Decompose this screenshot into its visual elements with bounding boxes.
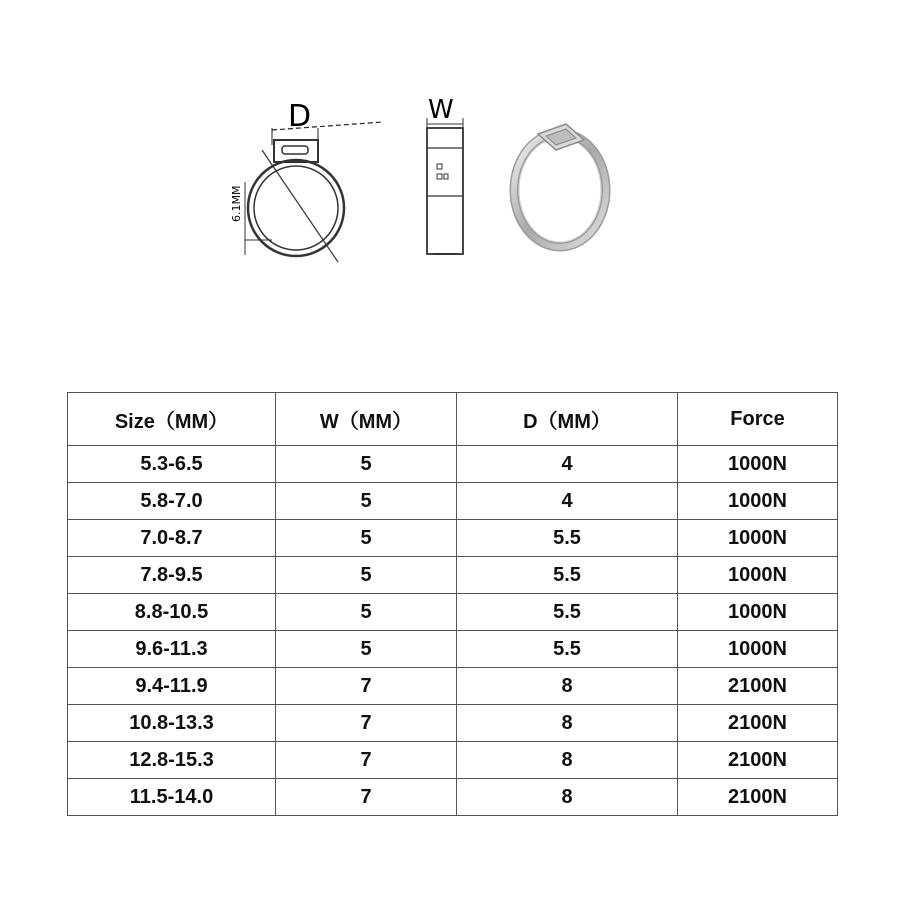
clamp-diagram <box>0 0 900 330</box>
cell-ear-size: 8 <box>457 779 678 816</box>
table-header-row <box>68 393 838 446</box>
table-row <box>68 594 838 631</box>
dimension-d-label: D <box>288 99 312 134</box>
cell-width: 5 <box>276 594 457 631</box>
cell-ear-size: 5.5 <box>457 520 678 557</box>
header-width: W（MM） <box>276 393 457 446</box>
cell-force: 1000N <box>678 483 838 520</box>
table-row <box>68 742 838 779</box>
cell-width: 7 <box>276 668 457 705</box>
header-force: Force <box>678 393 838 446</box>
cell-force: 1000N <box>678 446 838 483</box>
cell-ear-size: 8 <box>457 668 678 705</box>
cell-width: 5 <box>276 483 457 520</box>
cell-size: 12.8-15.3 <box>68 742 276 779</box>
header-ear-size: D（MM） <box>457 393 678 446</box>
table-row <box>68 668 838 705</box>
table-row <box>68 557 838 594</box>
cell-size: 5.3-6.5 <box>68 446 276 483</box>
cell-size: 9.6-11.3 <box>68 631 276 668</box>
cell-width: 7 <box>276 742 457 779</box>
cell-width: 7 <box>276 705 457 742</box>
cell-size: 9.4-11.9 <box>68 668 276 705</box>
cell-ear-size: 8 <box>457 705 678 742</box>
dimension-height-label: 6.1MM <box>230 185 243 222</box>
cell-width: 5 <box>276 520 457 557</box>
header-size: Size（MM） <box>68 393 276 446</box>
cell-width: 5 <box>276 446 457 483</box>
cell-force: 1000N <box>678 520 838 557</box>
table-row <box>68 779 838 816</box>
side-view-drawing <box>427 95 463 254</box>
cell-size: 11.5-14.0 <box>68 779 276 816</box>
dimension-w-label: W <box>428 95 454 125</box>
cell-size: 10.8-13.3 <box>68 705 276 742</box>
cell-width: 5 <box>276 557 457 594</box>
table-row <box>68 631 838 668</box>
table-row <box>68 483 838 520</box>
cell-width: 7 <box>276 779 457 816</box>
cell-force: 1000N <box>678 631 838 668</box>
cell-force: 2100N <box>678 705 838 742</box>
cell-size: 7.8-9.5 <box>68 557 276 594</box>
cell-size: 7.0-8.7 <box>68 520 276 557</box>
front-view-drawing <box>230 99 383 262</box>
cell-width: 5 <box>276 631 457 668</box>
cell-force: 2100N <box>678 668 838 705</box>
clamp-product-image <box>514 124 606 247</box>
cell-ear-size: 8 <box>457 742 678 779</box>
table-row <box>68 705 838 742</box>
cell-force: 2100N <box>678 779 838 816</box>
cell-ear-size: 4 <box>457 483 678 520</box>
cell-size: 8.8-10.5 <box>68 594 276 631</box>
cell-ear-size: 5.5 <box>457 557 678 594</box>
cell-ear-size: 5.5 <box>457 631 678 668</box>
table-row <box>68 520 838 557</box>
cell-size: 5.8-7.0 <box>68 483 276 520</box>
cell-ear-size: 5.5 <box>457 594 678 631</box>
cell-ear-size: 4 <box>457 446 678 483</box>
clamp-size-table <box>67 392 838 816</box>
table-row <box>68 446 838 483</box>
cell-force: 1000N <box>678 594 838 631</box>
cell-force: 1000N <box>678 557 838 594</box>
cell-force: 2100N <box>678 742 838 779</box>
